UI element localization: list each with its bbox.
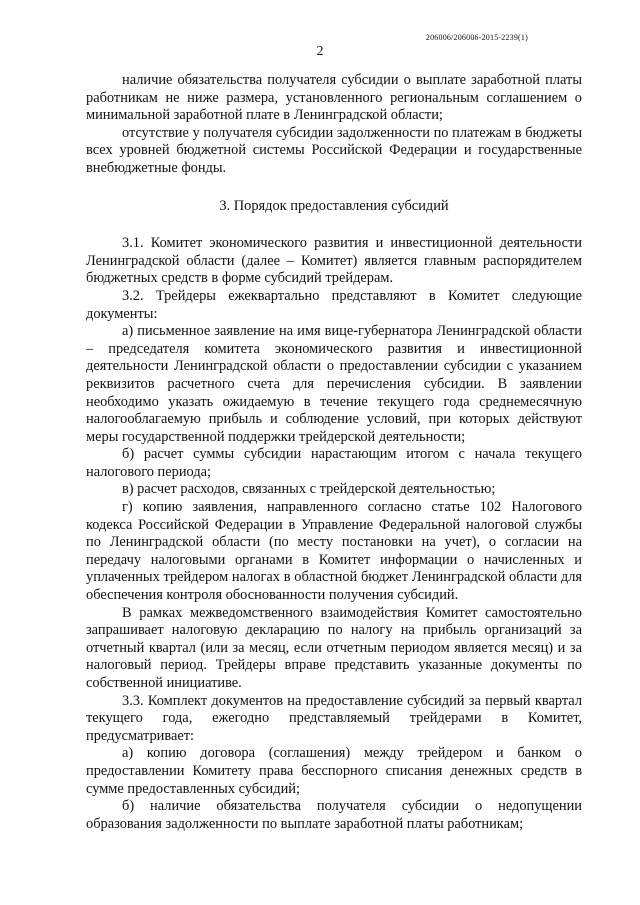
paragraph: а) письменное заявление на имя вице-губернатора Ленинградской области – председателя комитета экономического развития и инвестиционной деятельности Ленинградской области о предоставлении субсидии с указанием реквизитов расчетного счета для перечисления субсидии. В заявлении необходимо указать ожидаемую в течение текущего года среднемесячную налогооблагаемую прибыль и соблюдение условий, при которых действуют меры государственной поддержки трейдерской деятельности; bbox=[86, 323, 582, 445]
section-heading: 3. Порядок предоставления субсидий bbox=[219, 197, 449, 214]
paragraph: г) копию заявления, направленного согласно статье 102 Налогового кодекса Российской Федерации в Управление Федеральной налоговой службы по Ленинградской области (по месту постановки на учет), о согласии на передачу налоговыми органами в Комитет информации о начисленных и уплаченных трейдером налогах в областной бюджет Ленинградской области для обеспечения контроля обоснованности получения субсидий. bbox=[86, 499, 582, 604]
paragraph: б) наличие обязательства получателя субсидии о недопущении образования задолженности по выплате заработной платы работникам; bbox=[86, 798, 582, 832]
paragraph: 3.1. Комитет экономического развития и инвестиционной деятельности Ленинградской области (далее – Комитет) является главным распорядителем бюджетных средств в форме субсидий трейдерам. bbox=[86, 235, 582, 287]
paragraph: 3.2. Трейдеры ежеквартально представляют в Комитет следующие документы: bbox=[86, 287, 582, 322]
page-number: 2 bbox=[316, 44, 324, 59]
paragraph: В рамках межведомственного взаимодействия Комитет самостоятельно запрашивает налоговую декларацию по налогу на прибыль организаций за отчетный квартал (или за месяц, если отчетным периодом является месяц) и за налоговый период. Трейдеры вправе представить указанные документы по собственной инициативе. bbox=[86, 604, 582, 691]
paragraph: в) расчет расходов, связанных с трейдерской деятельностью; bbox=[122, 481, 496, 498]
paragraph: а) копию договора (соглашения) между трейдером и банком о предоставлении Комитету права бесспорного списания денежных средств в сумме предоставленных субсидий; bbox=[86, 745, 582, 797]
paragraph: б) расчет суммы субсидии нарастающим итогом с начала текущего налогового периода; bbox=[86, 446, 582, 480]
document-body bbox=[86, 72, 582, 833]
paragraph: отсутствие у получателя субсидии задолженности по платежам в бюджеты всех уровней бюджетной системы Российской Федерации и государственные внебюджетные фонды. bbox=[86, 124, 582, 176]
document-id: 206006/206006-2015-2239(1) bbox=[425, 33, 528, 42]
paragraph: наличие обязательства получателя субсидии о выплате заработной платы работникам не ниже размера, установленного региональным соглашением о минимальной заработной плате в Ленинградской области; bbox=[86, 72, 582, 124]
paragraph: 3.3. Комплект документов на предоставление субсидий за первый квартал текущего года, ежегодно представляемый трейдерами в Комитет, предусматривает: bbox=[86, 692, 582, 744]
